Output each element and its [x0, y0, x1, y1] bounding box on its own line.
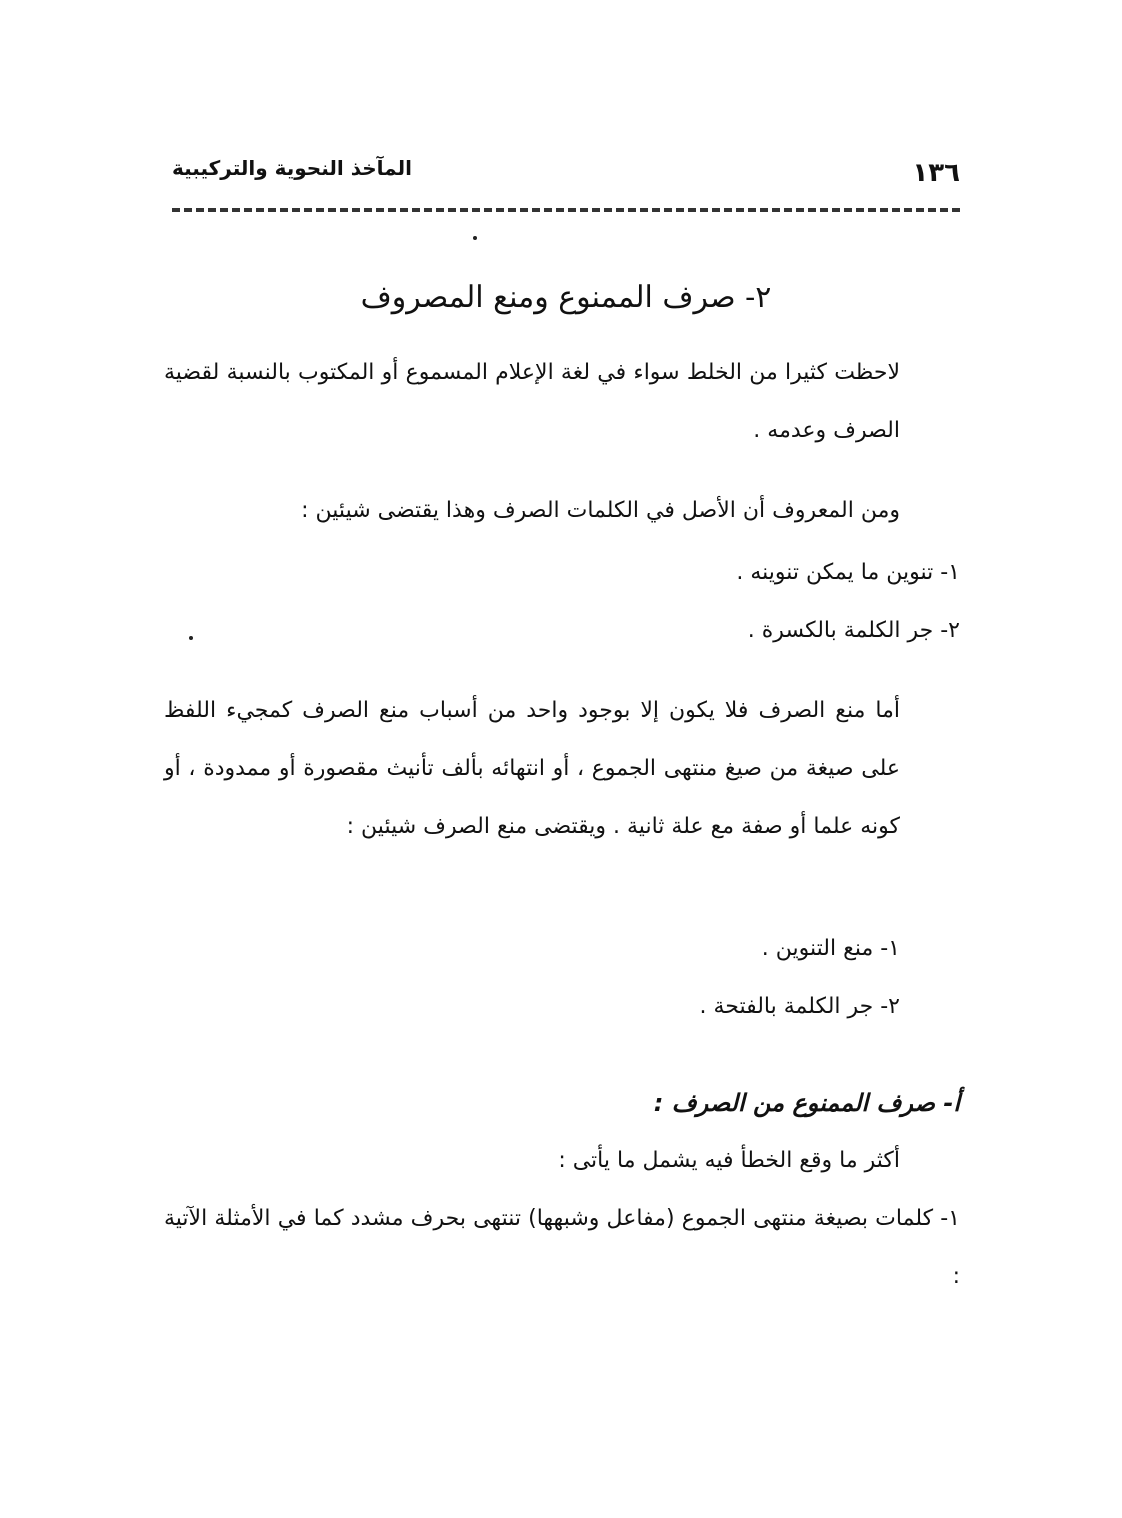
list-item: ١- منع التنوين . — [761, 936, 900, 961]
paragraph-text: أما منع الصرف فلا يكون إلا بوجود واحد من أسباب منع الصرف كمجيء اللفظ على صيغة من صيغ منتهى الجموع ، أو انتهائه بألف تأنيث مقصورة أو ممدودة ، أو كونه علما أو صفة مع علة ثانية . ويقتضى منع الصرف شيئين : — [164, 698, 900, 839]
paragraph-nondeclension — [164, 682, 960, 856]
paragraph-text: أكثر ما وقع الخطأ فيه يشمل ما يأتى : — [558, 1148, 900, 1173]
paragraph-default-rule — [164, 482, 960, 540]
scan-speck — [473, 236, 477, 240]
page-header — [172, 150, 960, 190]
scan-speck — [189, 636, 193, 640]
running-title: المآخذ النحوية والتركيبية — [172, 156, 412, 180]
paragraph-text: ومن المعروف أن الأصل في الكلمات الصرف وهذا يقتضى شيئين : — [301, 498, 900, 523]
list-item: ٢- جر الكلمة بالكسرة . — [747, 618, 960, 643]
section-title: ٢- صرف الممنوع ومنع المصروف — [360, 280, 772, 315]
header-rule — [172, 208, 960, 212]
list-item: ٢- جر الكلمة بالفتحة . — [699, 994, 900, 1019]
paragraph-text: لاحظت كثيرا من الخلط سواء في لغة الإعلام المسموع أو المكتوب بالنسبة لقضية الصرف وعدمه . — [164, 360, 900, 443]
list-declension — [164, 544, 960, 660]
subsection — [164, 1074, 960, 1306]
paragraph-intro — [164, 344, 960, 460]
paragraph-text: ١- كلمات بصيغة منتهى الجموع (مفاعل وشبهها) تنتهى بحرف مشدد كما في الأمثلة الآتية : — [164, 1206, 960, 1289]
list-item: ١- تنوين ما يمكن تنوينه . — [736, 560, 960, 585]
subsection-heading: أ- صرف الممنوع من الصرف : — [653, 1089, 960, 1117]
list-nondeclension — [164, 920, 960, 1036]
page-number: ١٣٦ — [912, 158, 960, 188]
